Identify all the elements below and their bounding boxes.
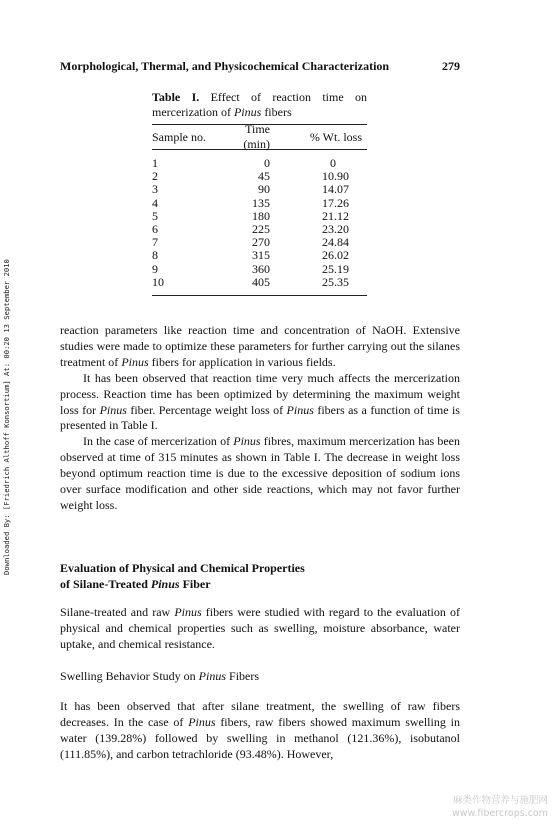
- table-1: [152, 90, 367, 296]
- body-text: [60, 699, 460, 763]
- table-cell: 4: [152, 195, 158, 210]
- table-cell: 10.90: [322, 169, 349, 184]
- caption-label: Table I.: [152, 90, 200, 104]
- table-cell: 5: [152, 208, 158, 223]
- table-header-row: [152, 122, 367, 151]
- site-watermark: [452, 794, 548, 820]
- caption-text-3: fibers: [261, 105, 292, 119]
- running-header: [60, 59, 460, 75]
- table-cell: 10: [152, 274, 164, 289]
- download-stamp: Downloaded By: [Friedrich Althoff Konsortium] At: 00:20 13 September 2010: [2, 259, 11, 575]
- column-header: % Wt. loss: [309, 129, 362, 144]
- table-cell: 23.20: [322, 221, 349, 236]
- paragraph: It has been observed that reaction time very much affects the mercerization process. Reaction time has been optimized by determining the maximum weight loss for Pinus fiber. Percentage weight loss of Pinus fibers as a function of time is presented in Table I.: [60, 370, 460, 433]
- table-cell: 90: [258, 182, 270, 197]
- table-cell: 405: [252, 274, 270, 289]
- table-cell: 8: [152, 248, 158, 263]
- watermark-line: 麻类作物营养与施肥网: [452, 795, 548, 806]
- table-cell: 9: [152, 261, 158, 276]
- paragraph: reaction parameters like reaction time and concentration of NaOH. Extensive studies were made to optimize these parameters for further carrying out the silanes treatment of Pinus fibers for application in various fields.: [60, 323, 460, 369]
- section-heading-line: Evaluation of Physical and Chemical Properties: [60, 561, 305, 575]
- caption-italic: Pinus: [233, 105, 262, 119]
- table-row: [152, 276, 367, 289]
- paragraph: In the case of mercerization of Pinus fibres, maximum mercerization has been observed at time of 315 minutes as shown in Table I. The decrease in weight loss beyond optimum reaction time is due to the excessive deposition of sodium ions over surface modification and other side reactions, which may not favor further weight loss.: [60, 434, 461, 512]
- table-cell: 0: [264, 156, 270, 170]
- table-cell: 6: [152, 221, 158, 236]
- body-text: [60, 323, 460, 514]
- caption-text: Effect of reaction time on: [199, 90, 368, 104]
- table-cell: 7: [152, 235, 158, 250]
- paragraph: Silane-treated and raw Pinus fibers were studied with regard to the evaluation of physical and chemical properties such as swelling, moisture absorbance, water uptake, and chemical resistance.: [60, 605, 460, 651]
- column-header: Sample no.: [152, 129, 206, 144]
- table-cell: 1: [152, 156, 158, 170]
- section-heading: [60, 560, 460, 592]
- table-cell: 0: [330, 156, 336, 170]
- table-cell: 3: [152, 182, 158, 197]
- column-header: Time (min): [243, 122, 270, 151]
- table-row: [152, 263, 367, 276]
- table-cell: 135: [252, 195, 270, 210]
- table-cell: 26.02: [322, 248, 349, 263]
- section-heading-line: of Silane-Treated Pinus Fiber: [60, 577, 211, 591]
- table-row: [152, 183, 367, 196]
- watermark-line: www.fibercrops.com: [451, 808, 548, 819]
- table-cell: 360: [252, 261, 270, 276]
- table-cell: 17.26: [322, 195, 349, 210]
- table-bottom-rule: [152, 295, 367, 296]
- table-cell: 25.19: [322, 261, 349, 276]
- table-cell: 225: [252, 221, 270, 236]
- table-cell: 2: [152, 169, 158, 184]
- table-cell: 21.12: [322, 208, 349, 223]
- table-cell: 45: [258, 169, 270, 184]
- table-cell: 25.35: [322, 274, 349, 289]
- table-caption: [152, 90, 367, 120]
- table-row: [152, 210, 367, 223]
- body-text: [60, 605, 460, 653]
- subsection-heading: Swelling Behavior Study on Pinus Fibers: [60, 669, 260, 683]
- paragraph: It has been observed that after silane treatment, the swelling of raw fibers decreases. In the case of Pinus fibers, raw fibers showed maximum swelling in water (139.28%) followed by swelling in methanol (121.36%), isobutanol (111.85%), and carbon tetrachloride (93.48%). However,: [60, 699, 460, 761]
- table-cell: 270: [252, 235, 270, 250]
- table-cell: 315: [252, 248, 270, 263]
- table-cell: 180: [252, 208, 270, 223]
- table-row: [152, 197, 367, 210]
- table-cell: 24.84: [322, 235, 349, 250]
- table-cell: 14.07: [322, 182, 349, 197]
- running-title: Morphological, Thermal, and Physicochemical Characterization: [60, 59, 390, 73]
- page-number: 279: [442, 59, 460, 73]
- table-row: [152, 249, 367, 262]
- caption-text-2: mercerization of: [152, 105, 234, 119]
